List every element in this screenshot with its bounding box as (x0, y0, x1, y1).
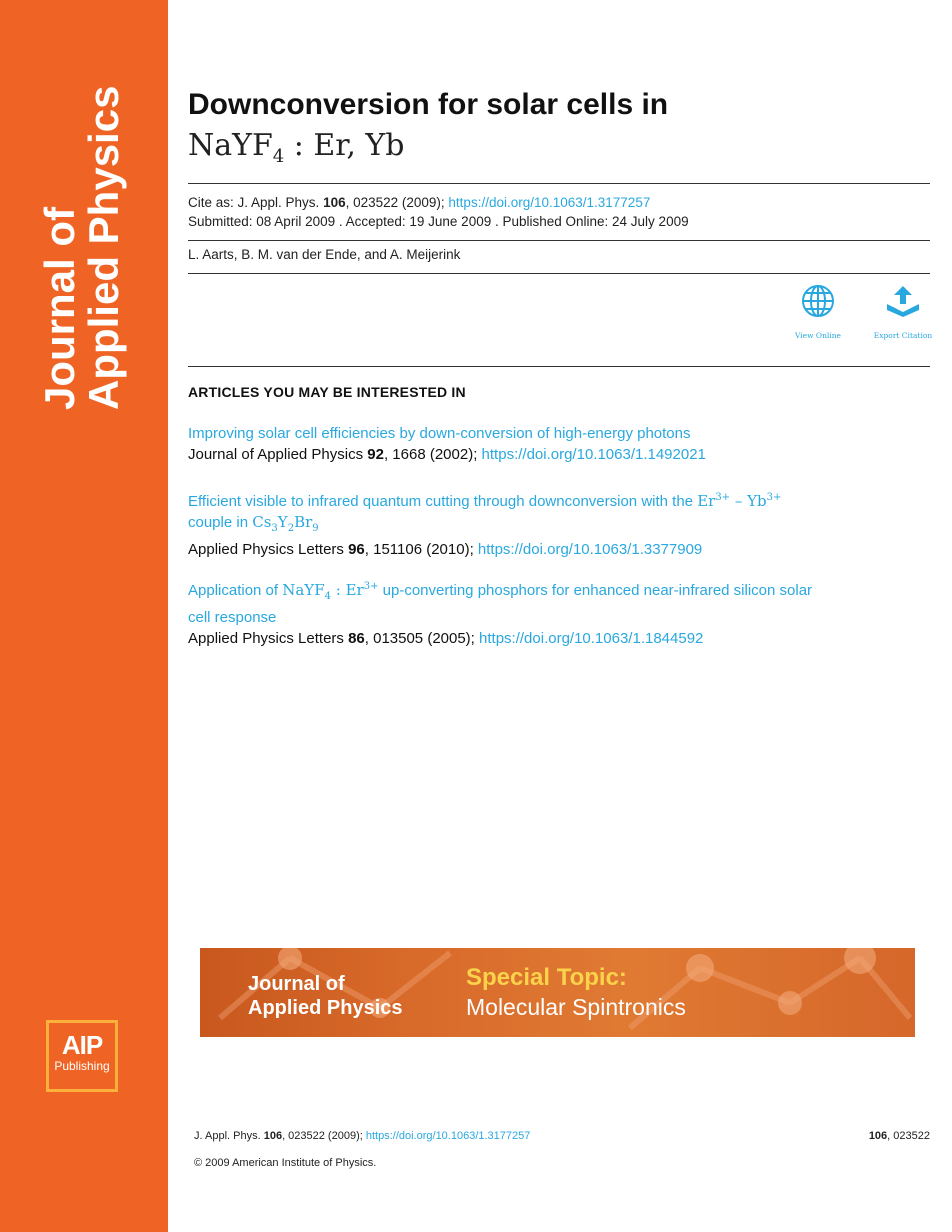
banner-topic-label: Special Topic: (466, 964, 627, 991)
export-citation-label: Export Citation (873, 331, 933, 340)
related-article-doi-link[interactable]: https://doi.org/10.1063/1.1844592 (479, 630, 704, 647)
related-article (188, 576, 930, 650)
related-article-title[interactable]: Improving solar cell efficiencies by down-conversion of high-energy photons (188, 425, 691, 442)
footer-citation: J. Appl. Phys. 106, 023522 (2009); https://doi.org/10.1063/1.3177257 106, 023522 (194, 1130, 930, 1142)
divider (188, 183, 930, 184)
banner-topic-name: Molecular Spintronics (466, 994, 686, 1020)
banner-journal-name: Journal of Applied Physics (248, 973, 403, 1019)
journal-line-2: Applied Physics (80, 85, 127, 410)
view-online-button[interactable] (783, 284, 853, 340)
related-article-citation: Applied Physics Letters 86, 013505 (2005); https://doi.org/10.1063/1.1844592 (188, 630, 704, 647)
footer-page-id: 106, 023522 (868, 1130, 930, 1142)
journal-sidebar (0, 0, 168, 1232)
export-icon (883, 284, 923, 318)
related-articles-heading: ARTICLES YOU MAY BE INTERESTED IN (188, 384, 466, 400)
aip-publishing-logo[interactable] (46, 1020, 118, 1092)
related-article-doi-link[interactable]: https://doi.org/10.1063/1.1492021 (481, 446, 706, 463)
journal-name-vertical (38, 50, 138, 410)
article-title: Downconversion for solar cells in (188, 88, 669, 121)
special-topic-banner[interactable] (200, 948, 915, 1037)
journal-line-1: Journal of (36, 206, 83, 410)
export-citation-button[interactable] (868, 284, 938, 340)
footer-doi-link[interactable]: https://doi.org/10.1063/1.3177257 (365, 1130, 531, 1142)
related-article-doi-link[interactable]: https://doi.org/10.1063/1.3377909 (477, 541, 703, 558)
logo-publishing-text: Publishing (54, 1059, 110, 1073)
article-title-formula: NaYF$_4$ : Er, Yb (188, 128, 405, 167)
divider (188, 273, 930, 274)
globe-icon (801, 284, 835, 318)
publication-dates: Submitted: 08 April 2009 . Accepted: 19 June 2009 . Published Online: 24 July 2009 (188, 214, 689, 229)
related-article (188, 423, 930, 466)
divider (188, 240, 930, 241)
divider (188, 366, 930, 367)
related-article-citation: Journal of Applied Physics 92, 1668 (2002); https://doi.org/10.1063/1.1492021 (188, 446, 706, 463)
related-article-title[interactable]: Application of NaYF$_4$ : $Er^{3+}$ up-converting phosphors for enhanced near-infrared silicon solar cell response (188, 581, 813, 626)
logo-aip-text: AIP (61, 1030, 103, 1060)
view-online-label: View Online (795, 331, 841, 340)
related-article (188, 487, 930, 561)
related-article-citation: Applied Physics Letters 96, 151106 (2010); https://doi.org/10.1063/1.3377909 (188, 541, 703, 558)
article-doi-link[interactable]: https://doi.org/10.1063/1.3177257 (448, 195, 651, 210)
authors: L. Aarts, B. M. van der Ende, and A. Meijerink (188, 247, 461, 262)
related-article-title[interactable]: Efficient visible to infrared quantum cutting through downconversion with the $Er^{3+} - Yb^{3+}$ couple in $Cs_3Y_2Br_9$ (188, 492, 782, 534)
citation-line: Cite as: J. Appl. Phys. 106, 023522 (2009); https://doi.org/10.1063/1.3177257 (188, 195, 651, 210)
copyright: © 2009 American Institute of Physics. (194, 1157, 377, 1169)
